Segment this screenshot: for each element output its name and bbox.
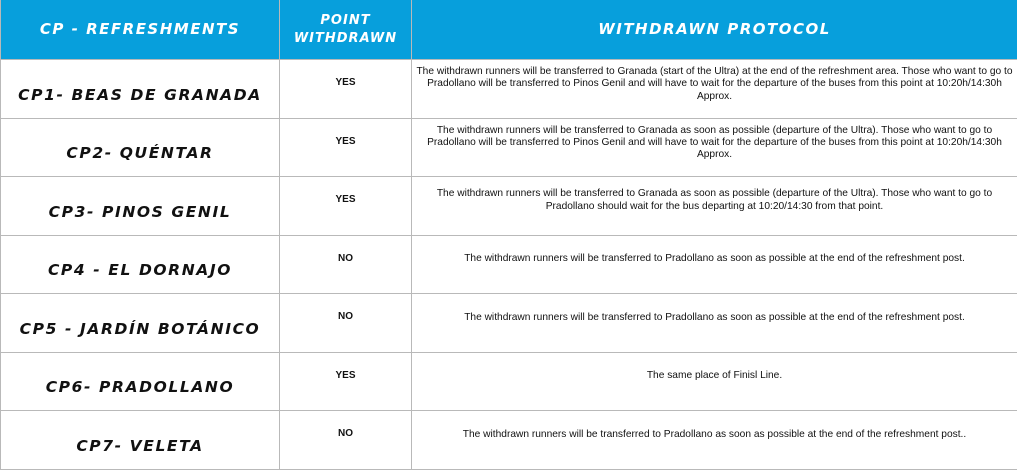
header-row (1, 0, 1017, 60)
withdrawn-value: NO (280, 411, 412, 470)
protocol-text: The withdrawn runners will be transferred to Granada (start of the Ultra) at the end of the refreshment area. Those who want to go to Pradollano will be transferred to Pinos Genil and will have to wait for the departure of the buses from this point at 10:20h/14:30h Approx. (412, 60, 1017, 119)
table-row (1, 60, 1017, 119)
checkpoint-name: CP5 - JARDÍN BOTÁNICO (1, 294, 280, 353)
withdrawn-value: YES (280, 177, 412, 236)
withdrawn-value: YES (280, 118, 412, 177)
checkpoint-name: CP3- PINOS GENIL (1, 177, 280, 236)
withdrawn-value: NO (280, 235, 412, 294)
withdrawn-value: YES (280, 352, 412, 411)
protocol-text: The withdrawn runners will be transferred to Granada as soon as possible (departure of the Ultra). Those who want to go to Pradollano should wait for the bus departing at 10:20/14:30 from that point. (412, 177, 1017, 236)
table-body (1, 60, 1017, 470)
header-refreshments: CP - REFRESHMENTS (1, 0, 280, 60)
header-point-line2: WITHDRAWN (294, 31, 397, 46)
table-row (1, 118, 1017, 177)
protocol-text: The withdrawn runners will be transferred to Pradollano as soon as possible at the end of the refreshment post.. (412, 411, 1017, 470)
table-row (1, 411, 1017, 470)
checkpoint-name: CP7- VELETA (1, 411, 280, 470)
table-row (1, 294, 1017, 353)
header-withdrawn-protocol: WITHDRAWN PROTOCOL (412, 0, 1017, 60)
protocol-text: The withdrawn runners will be transferred to Pradollano as soon as possible at the end of the refreshment post. (412, 294, 1017, 353)
table-row (1, 352, 1017, 411)
header-point-line1: POINT (320, 13, 370, 28)
checkpoint-name: CP1- BEAS DE GRANADA (1, 60, 280, 119)
protocol-text: The withdrawn runners will be transferred to Granada as soon as possible (departure of the Ultra). Those who want to go to Pradollano will be transferred to Pinos Genil and will have to wait for the departure of the buses from this point at 10:20h/14:30h Approx. (412, 118, 1017, 177)
checkpoint-name: CP4 - EL DORNAJO (1, 235, 280, 294)
header-point-withdrawn (280, 0, 412, 60)
withdrawn-value: YES (280, 60, 412, 119)
protocol-text: The withdrawn runners will be transferred to Pradollano as soon as possible at the end of the refreshment post. (412, 235, 1017, 294)
protocol-text: The same place of Finisl Line. (412, 352, 1017, 411)
withdrawn-value: NO (280, 294, 412, 353)
checkpoint-name: CP2- QUÉNTAR (1, 118, 280, 177)
table-header (1, 0, 1017, 60)
table-row (1, 177, 1017, 236)
table-row (1, 235, 1017, 294)
checkpoint-name: CP6- PRADOLLANO (1, 352, 280, 411)
